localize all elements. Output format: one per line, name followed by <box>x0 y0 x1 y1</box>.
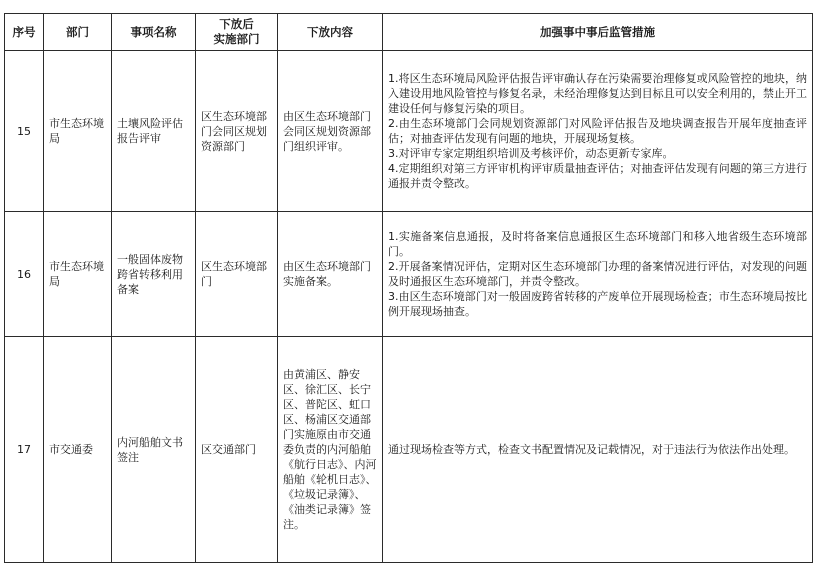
row-number: 15 <box>5 51 44 212</box>
measure-line: 1.将区生态环境局风险评估报告评审确认存在污染需要治理修复或风险管控的地块，纳入建设用地风险管控与修复名录，未经治理修复达到目标且可以安全利用的，禁止开工建设任何与修复污染的项目。 <box>388 72 807 115</box>
row-department: 市生态环境局 <box>44 51 112 212</box>
row-number: 17 <box>5 337 44 563</box>
row-content: 由区生态环境部门实施备案。 <box>278 212 383 337</box>
header-impl-dept: 下放后 实施部门 <box>196 14 278 51</box>
row-impl-dept: 区生态环境部门 <box>196 212 278 337</box>
header-measures: 加强事中事后监管措施 <box>383 14 813 51</box>
row-content: 由区生态环境部门会同区规划资源部门组织评审。 <box>278 51 383 212</box>
header-no: 序号 <box>5 14 44 51</box>
row-department: 市交通委 <box>44 337 112 563</box>
row-impl-dept: 区交通部门 <box>196 337 278 563</box>
measure-line: 通过现场检查等方式，检查文书配置情况及记载情况，对于违法行为依法作出处理。 <box>388 443 795 456</box>
header-content: 下放内容 <box>278 14 383 51</box>
table-row <box>5 212 813 337</box>
measure-line: 4.定期组织对第三方评审机构评审质量抽查评估；对抽查评估发现有问题的第三方进行通报并责令整改。 <box>388 162 807 190</box>
row-measures <box>383 51 813 212</box>
row-impl-dept: 区生态环境部门会同区规划资源部门 <box>196 51 278 212</box>
measure-line: 2.开展备案情况评估，定期对区生态环境部门办理的备案情况进行评估，对发现的问题及时通报区生态环境部门，并责令整改。 <box>388 260 807 288</box>
header-department: 部门 <box>44 14 112 51</box>
row-department: 市生态环境局 <box>44 212 112 337</box>
row-measures <box>383 337 813 563</box>
row-item-name: 土壤风险评估报告评审 <box>112 51 196 212</box>
measure-line: 2.由生态环境部门会同规划资源部门对风险评估报告及地块调查报告开展年度抽查评估；对抽查评估发现有问题的地块，开展现场复核。 <box>388 117 807 145</box>
header-item: 事项名称 <box>112 14 196 51</box>
row-measures <box>383 212 813 337</box>
row-item-name: 内河船舶文书签注 <box>112 337 196 563</box>
row-content: 由黄浦区、静安区、徐汇区、长宁区、普陀区、虹口区、杨浦区交通部门实施原由市交通委负责的内河船舶《航行日志》、内河船舶《轮机日志》、《垃圾记录簿》、《油类记录簿》签注。 <box>278 337 383 563</box>
row-number: 16 <box>5 212 44 337</box>
table-row <box>5 51 813 212</box>
table-header-row <box>5 14 813 51</box>
measure-line: 3.由区生态环境部门对一般固废跨省转移的产废单位开展现场检查；市生态环境局按比例开展现场抽查。 <box>388 290 807 318</box>
row-item-name: 一般固体废物跨省转移利用备案 <box>112 212 196 337</box>
table-row <box>5 337 813 563</box>
regulation-table <box>4 13 813 563</box>
measure-line: 1.实施备案信息通报，及时将备案信息通报区生态环境部门和移入地省级生态环境部门。 <box>388 230 807 258</box>
measure-line: 3.对评审专家定期组织培训及考核评价，动态更新专家库。 <box>388 147 674 160</box>
